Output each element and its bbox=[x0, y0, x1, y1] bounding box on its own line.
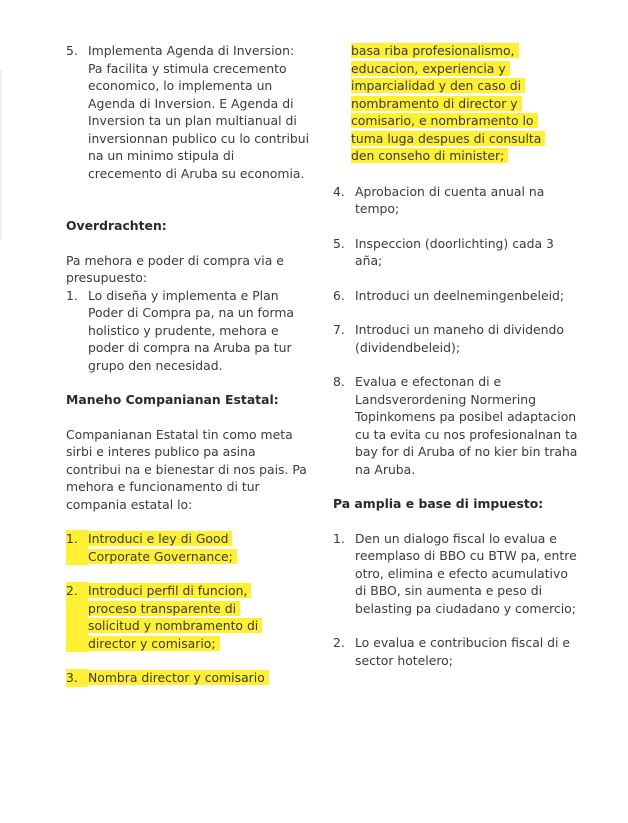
list-item-nombra-director bbox=[66, 669, 310, 687]
right-column bbox=[333, 42, 583, 669]
highlighted-line: Corporate Governance; bbox=[88, 549, 237, 564]
list-item-plan-poder bbox=[66, 287, 310, 375]
highlighted-line: Introduci perfil di funcion, bbox=[88, 583, 251, 598]
list-item-inspeccion bbox=[333, 235, 583, 270]
list-text: Evalua e efectonan di e Landsverordening Normering Topinkomens pa posibel adaptacion cu ta evita cu nos profesionalnan ta bay for di Aruba of no kier bin traha na Aruba. bbox=[355, 374, 578, 477]
highlighted-line: basa riba profesionalismo, bbox=[351, 43, 519, 58]
list-text: Aprobacion di cuenta anual na tempo; bbox=[355, 183, 545, 216]
highlighted-line: solicitud y nombramento di bbox=[88, 618, 262, 633]
list-text: Lo evalua e contribucion fiscal di e sector hotelero; bbox=[355, 635, 571, 668]
list-item-dividendbeleid bbox=[333, 321, 583, 356]
list-item-cuenta-anual bbox=[333, 183, 583, 218]
list-text bbox=[88, 669, 310, 687]
list-number: 7. bbox=[333, 322, 345, 337]
list-number: 8. bbox=[333, 374, 345, 389]
list-item-deelnemingenbeleid bbox=[333, 287, 583, 305]
highlighted-line: nombramento di director y bbox=[351, 96, 522, 111]
continued-highlighted-text bbox=[333, 42, 583, 165]
list-text bbox=[88, 530, 310, 565]
highlighted-line: proceso transparente di bbox=[88, 601, 240, 616]
section-intro: Companianan Estatal tin como meta sirbi e interes publico pa asina contribui na e bienestar di nos pais. Pa mehora e funcionamento di tur compania estatal lo: bbox=[66, 426, 307, 512]
list-number: 6. bbox=[333, 287, 345, 303]
page-edge-mark bbox=[0, 70, 2, 240]
highlighted-line: tuma luga despues di consulta bbox=[351, 131, 545, 146]
list-text: Introduci un maneho di dividendo (dividendbeleid); bbox=[355, 322, 564, 355]
list-number: 5. bbox=[333, 235, 345, 251]
highlighted-line: den conseho di minister; bbox=[351, 148, 508, 163]
list-number: 2. bbox=[66, 582, 88, 652]
list-item-perfil-funcion bbox=[66, 582, 310, 652]
left-column bbox=[66, 42, 310, 687]
list-text: Lo diseña y implementa e Plan Poder di Compra pa, na un forma holistico y prudente, mehora e poder di compra na Aruba pa tur grupo den necesidad. bbox=[88, 287, 295, 373]
list-item-topinkomens bbox=[333, 373, 583, 478]
list-number: 1. bbox=[333, 530, 345, 546]
highlighted-line: Nombra director y comisario bbox=[88, 670, 269, 685]
list-number: 1. bbox=[66, 530, 88, 565]
section-heading-maneho: Maneho Companianan Estatal: bbox=[66, 392, 279, 407]
list-text: Inspeccion (doorlichting) cada 3 aña; bbox=[355, 235, 554, 268]
list-text: Den un dialogo fiscal lo evalua e reemplaso di BBO cu BTW pa, entre otro, elimina e efecto acumulativo di BBO, sin aumenta e peso di belasting pa ciudadano y comercio; bbox=[355, 530, 577, 616]
list-number: 2. bbox=[333, 635, 345, 650]
list-number: 1. bbox=[66, 287, 78, 303]
highlighted-line: imparcialidad y den caso di bbox=[351, 78, 525, 93]
highlighted-line: comisario, e nombramento lo bbox=[351, 113, 538, 128]
section-heading-impuesto: Pa amplia e base di impuesto: bbox=[333, 496, 544, 511]
highlighted-line: director y comisario; bbox=[88, 636, 220, 651]
highlighted-line: educacion, experiencia y bbox=[351, 61, 510, 76]
list-number: 5. bbox=[66, 43, 78, 58]
highlighted-line: Introduci e ley di Good bbox=[88, 531, 232, 546]
list-text bbox=[88, 582, 310, 652]
section-heading-overdrachten: Overdrachten: bbox=[66, 218, 167, 233]
list-text: Implementa Agenda di Inversion: Pa facilita y stimula crecemento economico, lo implementa un Agenda di Inversion. E Agenda di Inversion ta un plan multianual di inversionnan publico cu lo contribui na un minimo stipula di crecemento di Aruba su economia. bbox=[88, 43, 310, 181]
list-number: 3. bbox=[66, 669, 88, 687]
list-item-sector-hotelero bbox=[333, 634, 583, 669]
list-item-dialogo-fiscal bbox=[333, 530, 583, 618]
list-number: 4. bbox=[333, 183, 345, 199]
section-intro: Pa mehora e poder di compra via e presupuesto: bbox=[66, 252, 284, 285]
list-item-agenda-inversion bbox=[66, 42, 310, 182]
list-text: Introduci un deelnemingenbeleid; bbox=[355, 287, 565, 303]
list-item-good-governance bbox=[66, 530, 310, 565]
